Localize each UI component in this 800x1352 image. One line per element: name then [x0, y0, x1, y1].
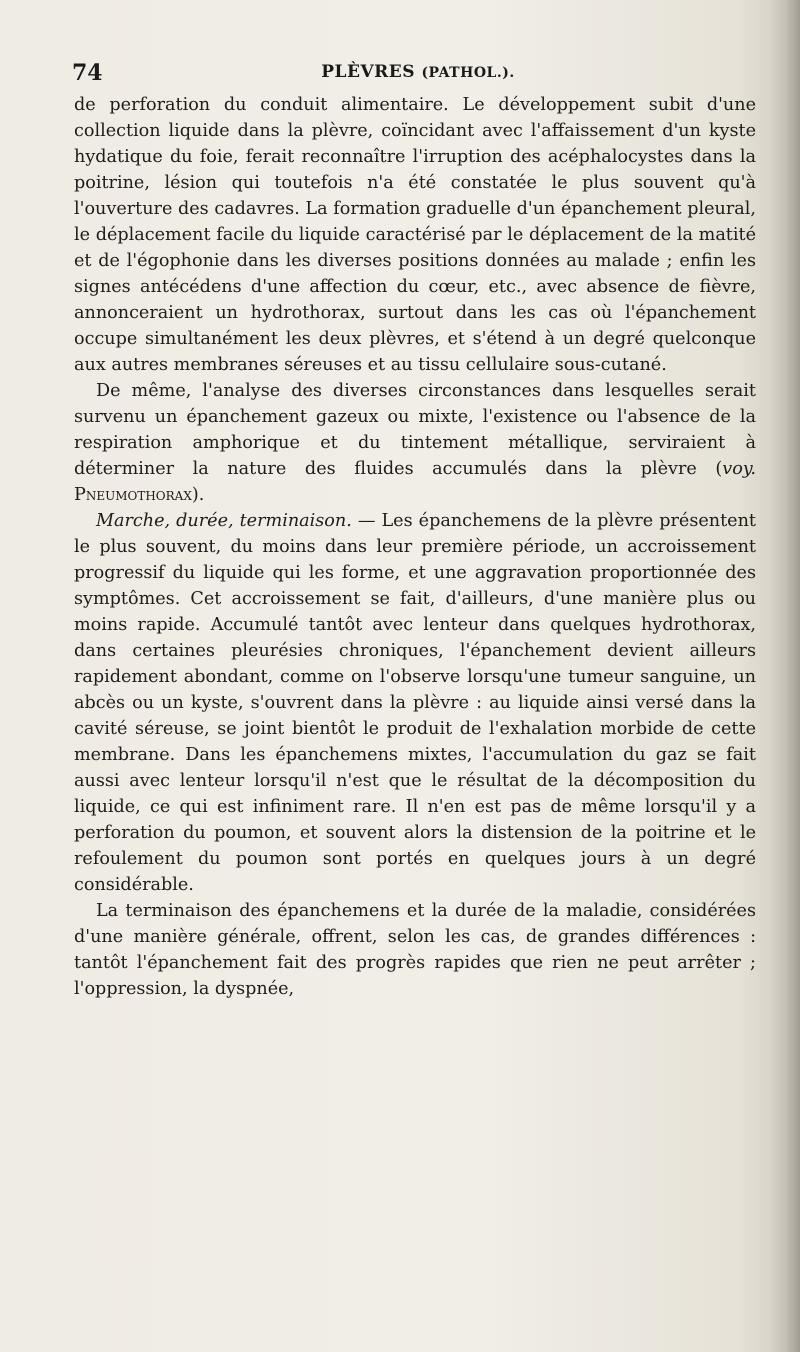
paragraph-1-text: de perforation du conduit alimentaire. Le développement subit d'une collection liquide dans la plèvre, coïncidant avec l'affaissement d'un kyste hydatique du foie, ferait reconnaître l'irruption des acéphalocystes dans la poitrine, lésion qui toutefois n'a été constatée le plus souvent qu'à l'ouverture des cadavres. La formation graduelle d'un épanchement pleural, le déplacement facile du liquide caractérisé par le déplacement de la matité et de l'égophonie dans les diverses positions données au malade ; enfin les signes antécédens d'une affection du cœur, etc., avec absence de fièvre, annonceraient un hydrothorax, surtout dans les cas où l'épanchement occupe simultanément les deux plèvres, et s'étend à un degré quelconque aux autres membranes séreuses et au tissu cellulaire sous-cutané. — [74, 95, 756, 375]
paragraph-2-text: De même, l'analyse des diverses circonstances dans lesquelles serait survenu un épanchement gazeux ou mixte, l'existence ou l'absence de la respiration amphorique et du tintement métallique, serviraient à déterminer la nature des fluides accumulés dans la plèvre ( — [74, 381, 756, 479]
running-head — [72, 62, 764, 82]
page-header — [72, 60, 764, 88]
paragraph-1 — [74, 92, 756, 378]
paragraph-2 — [74, 378, 756, 508]
cross-reference-voy: voy. — [722, 459, 756, 479]
section-heading-marche: Marche, durée, terminaison. — [96, 511, 352, 531]
paragraph-3-text: — Les épanchemens de la plèvre présentent le plus souvent, du moins dans leur première période, un accroissement progressif du liquide qui les forme, et une aggravation proportionnée des symptômes. Cet accroissement se fait, d'ailleurs, d'une manière plus ou moins rapide. Accumulé tantôt avec lenteur dans quelques hydrothorax, dans certaines pleurésies chroniques, l'épanchement devient ailleurs rapidement abondant, comme on l'observe lorsqu'une tumeur sanguine, un abcès ou un kyste, s'ouvrent dans la plèvre : au liquide ainsi versé dans la cavité séreuse, se joint bientôt le produit de l'exhalation morbide de cette membrane. Dans les épanchemens mixtes, l'accumulation du gaz se fait aussi avec lenteur lorsqu'il n'est que le résultat de la décomposition du liquide, ce qui est infiniment rare. Il n'en est pas de même lorsqu'il y a perforation du poumon, et souvent alors la distension de la poitrine et le refoulement du poumon sont portés en quelques jours à un degré considérable. — [74, 511, 756, 895]
page-number: 74 — [72, 60, 103, 86]
cross-reference-pneumothorax: Pneumothorax — [74, 485, 192, 505]
paragraph-4-text: La terminaison des épanchemens et la durée de la maladie, considérées d'une manière générale, offrent, selon les cas, de grandes différences : tantôt l'épanchement fait des progrès rapides que rien ne peut arrêter ; l'oppression, la dyspnée, — [74, 901, 756, 999]
page-edge-shadow — [768, 0, 800, 1352]
paragraph-3 — [74, 508, 756, 898]
running-head-subtitle: (PATHOL.). — [421, 65, 515, 81]
body-text — [74, 92, 756, 1002]
paragraph-4 — [74, 898, 756, 1002]
running-head-title: PLÈVRES — [321, 62, 416, 82]
paragraph-2-end: ). — [191, 485, 205, 505]
